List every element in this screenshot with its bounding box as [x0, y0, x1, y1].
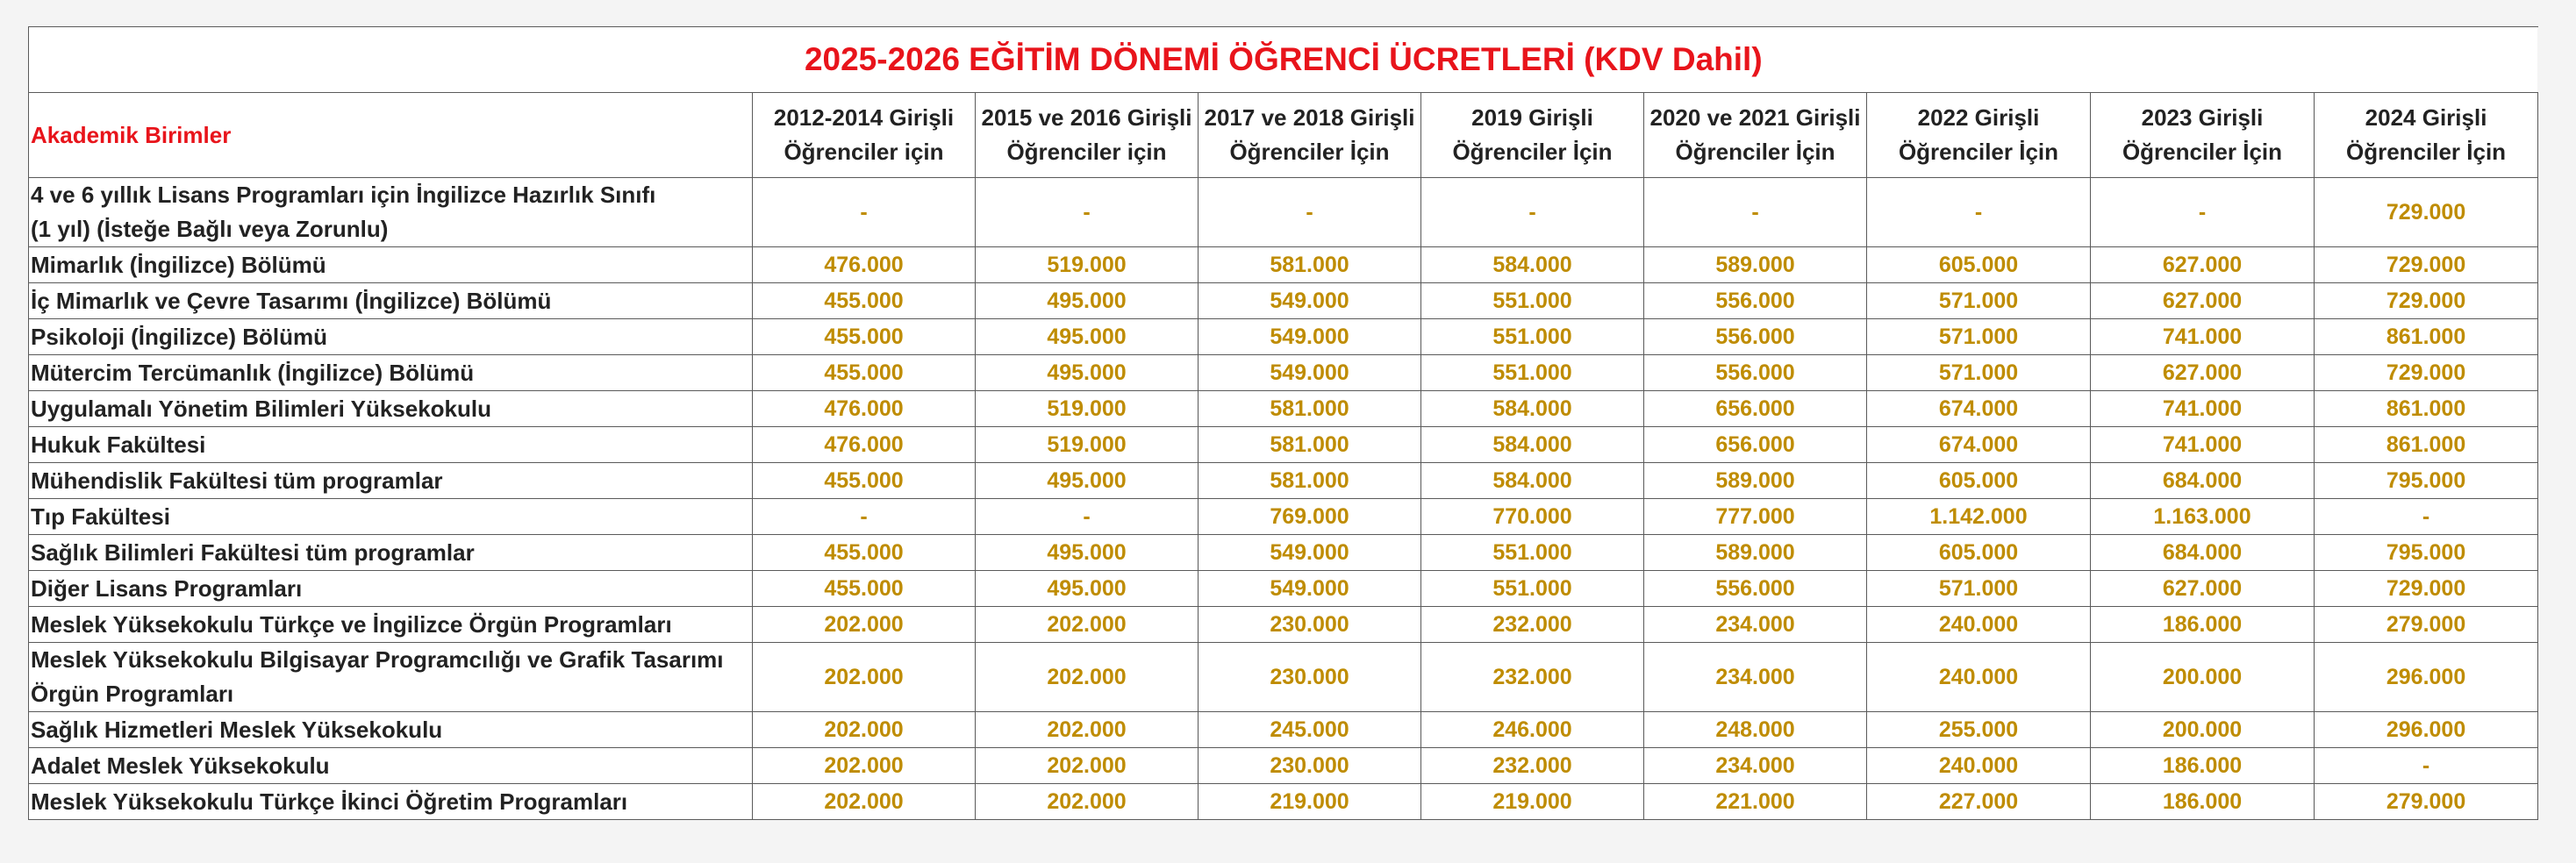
fee-value: 219.000: [1199, 784, 1421, 820]
fee-value: 476.000: [753, 391, 976, 427]
fee-value: 455.000: [753, 571, 976, 607]
academic-unit-cell: [29, 427, 753, 463]
fee-value: 202.000: [753, 748, 976, 784]
fee-value: -: [753, 499, 976, 535]
academic-unit-name: Psikoloji (İngilizce) Bölümü: [31, 323, 328, 350]
academic-unit-name: Diğer Lisans Programları: [31, 574, 303, 602]
fee-value: 584.000: [1421, 391, 1644, 427]
table-row: [29, 784, 2538, 820]
fee-value: 581.000: [1199, 247, 1421, 283]
fee-value: 232.000: [1421, 748, 1644, 784]
academic-unit-cell: [29, 535, 753, 571]
fee-value: -: [976, 499, 1199, 535]
fee-value: 556.000: [1644, 571, 1867, 607]
fee-value: 202.000: [976, 784, 1199, 820]
fee-value: 476.000: [753, 247, 976, 283]
fee-value: 202.000: [753, 784, 976, 820]
column-header-line1: 2023 Girişli: [2141, 104, 2264, 131]
column-header-line2: Öğrenciler İçin: [1229, 139, 1390, 165]
fee-value: 455.000: [753, 535, 976, 571]
fee-value: 729.000: [2315, 247, 2538, 283]
academic-unit-name: İç Mimarlık ve Çevre Tasarımı (İngilizce) Bölümü: [31, 287, 552, 314]
fee-value: 495.000: [976, 571, 1199, 607]
fee-value: 519.000: [976, 247, 1199, 283]
fee-value: 202.000: [976, 748, 1199, 784]
column-header-line2: Öğrenciler İçin: [1675, 139, 1835, 165]
fee-value: 571.000: [1867, 283, 2091, 319]
fee-value: 729.000: [2315, 178, 2538, 247]
fee-value: 246.000: [1421, 712, 1644, 748]
fee-value: 227.000: [1867, 784, 2091, 820]
column-header-line1: 2019 Girişli: [1471, 104, 1593, 131]
column-header-line2: Öğrenciler İçin: [2122, 139, 2283, 165]
header-row: [29, 93, 2538, 178]
fee-value: 219.000: [1421, 784, 1644, 820]
column-header-line1: 2024 Girişli: [2365, 104, 2487, 131]
fee-value: 248.000: [1644, 712, 1867, 748]
fee-value: -: [1421, 178, 1644, 247]
fee-value: 656.000: [1644, 427, 1867, 463]
fee-value: 605.000: [1867, 535, 2091, 571]
fee-value: 549.000: [1199, 283, 1421, 319]
fee-value: 861.000: [2315, 391, 2538, 427]
fee-value: 255.000: [1867, 712, 2091, 748]
fee-value: 476.000: [753, 427, 976, 463]
fee-value: 777.000: [1644, 499, 1867, 535]
fee-value: 230.000: [1199, 643, 1421, 712]
fee-value: 240.000: [1867, 748, 2091, 784]
fee-value: 549.000: [1199, 571, 1421, 607]
fee-value: 279.000: [2315, 607, 2538, 643]
academic-unit-name: Meslek Yüksekokulu Türkçe İkinci Öğretim Programları: [31, 788, 628, 815]
fee-value: 230.000: [1199, 748, 1421, 784]
fee-value: 551.000: [1421, 355, 1644, 391]
fee-value: 202.000: [976, 643, 1199, 712]
fee-value: 240.000: [1867, 607, 2091, 643]
fee-value: 684.000: [2091, 463, 2315, 499]
fee-value: 770.000: [1421, 499, 1644, 535]
academic-unit-cell: [29, 499, 753, 535]
academic-unit-cell: [29, 391, 753, 427]
fee-value: 551.000: [1421, 535, 1644, 571]
academic-unit-name: Hukuk Fakültesi: [31, 431, 206, 458]
table-row: [29, 748, 2538, 784]
fee-value: 571.000: [1867, 319, 2091, 355]
fee-value: 186.000: [2091, 784, 2315, 820]
fee-value: 202.000: [753, 712, 976, 748]
fee-value: 1.163.000: [2091, 499, 2315, 535]
fee-value: 571.000: [1867, 571, 2091, 607]
table-title: 2025-2026 EĞİTİM DÖNEMİ ÖĞRENCİ ÜCRETLERİ (KDV Dahil): [29, 27, 2538, 93]
fee-value: 495.000: [976, 463, 1199, 499]
fee-value: -: [1199, 178, 1421, 247]
academic-unit-name: Tıp Fakültesi: [31, 503, 170, 530]
fee-value: 519.000: [976, 391, 1199, 427]
fee-value: 495.000: [976, 319, 1199, 355]
fee-value: 186.000: [2091, 748, 2315, 784]
fee-value: 584.000: [1421, 463, 1644, 499]
table-row: [29, 571, 2538, 607]
academic-unit-cell: [29, 283, 753, 319]
fee-value: 589.000: [1644, 535, 1867, 571]
fee-value: 795.000: [2315, 463, 2538, 499]
fee-value: 234.000: [1644, 607, 1867, 643]
fee-value: 769.000: [1199, 499, 1421, 535]
fee-value: 795.000: [2315, 535, 2538, 571]
fee-value: 234.000: [1644, 643, 1867, 712]
table-row: [29, 355, 2538, 391]
fee-value: -: [2091, 178, 2315, 247]
fee-value: 234.000: [1644, 748, 1867, 784]
academic-unit-name: Mimarlık (İngilizce) Bölümü: [31, 251, 326, 278]
table-row: [29, 391, 2538, 427]
fee-value: 729.000: [2315, 571, 2538, 607]
table-row: [29, 643, 2538, 712]
fee-value: 556.000: [1644, 355, 1867, 391]
fee-value: 202.000: [753, 607, 976, 643]
fee-value: -: [753, 178, 976, 247]
fee-value: 551.000: [1421, 283, 1644, 319]
table-row: [29, 247, 2538, 283]
fee-value: 455.000: [753, 463, 976, 499]
academic-unit-cell: [29, 463, 753, 499]
fee-value: 455.000: [753, 319, 976, 355]
column-header: [976, 93, 1199, 178]
fee-table: [28, 26, 2538, 820]
table-row: [29, 535, 2538, 571]
fee-value: 495.000: [976, 283, 1199, 319]
column-header: [2315, 93, 2538, 178]
fee-value: 519.000: [976, 427, 1199, 463]
fee-value: 861.000: [2315, 427, 2538, 463]
fee-value: 230.000: [1199, 607, 1421, 643]
header-academic-units: Akademik Birimler: [29, 93, 753, 178]
fee-value: 549.000: [1199, 319, 1421, 355]
fee-value: 549.000: [1199, 355, 1421, 391]
table-row: [29, 463, 2538, 499]
fee-value: 495.000: [976, 535, 1199, 571]
fee-value: 581.000: [1199, 463, 1421, 499]
academic-unit-name: 4 ve 6 yıllık Lisans Programları için İngilizce Hazırlık Sınıfı: [31, 182, 656, 208]
column-header-line2: Öğrenciler için: [1006, 139, 1167, 165]
column-header-line1: 2012-2014 Girişli: [773, 104, 955, 131]
fee-value: 581.000: [1199, 427, 1421, 463]
fee-value: 584.000: [1421, 247, 1644, 283]
fee-value: 495.000: [976, 355, 1199, 391]
fee-value: 549.000: [1199, 535, 1421, 571]
fee-value: -: [976, 178, 1199, 247]
fee-value: 627.000: [2091, 283, 2315, 319]
table-row: [29, 427, 2538, 463]
fee-value: 729.000: [2315, 283, 2538, 319]
fee-value: -: [2315, 499, 2538, 535]
fee-value: 627.000: [2091, 571, 2315, 607]
academic-unit-cell: [29, 784, 753, 820]
column-header: [753, 93, 976, 178]
table-body: [29, 178, 2538, 820]
fee-value: 674.000: [1867, 427, 2091, 463]
academic-unit-cell: [29, 571, 753, 607]
table-row: [29, 283, 2538, 319]
academic-unit-name-cont: (1 yıl) (İsteğe Bağlı veya Zorunlu): [31, 216, 389, 242]
fee-value: 455.000: [753, 283, 976, 319]
fee-value: 245.000: [1199, 712, 1421, 748]
academic-unit-cell: [29, 247, 753, 283]
column-header: [1867, 93, 2091, 178]
fee-value: -: [2315, 748, 2538, 784]
fee-value: 861.000: [2315, 319, 2538, 355]
fee-value: 279.000: [2315, 784, 2538, 820]
academic-unit-name: Uygulamalı Yönetim Bilimleri Yüksekokulu: [31, 395, 491, 422]
fee-value: 202.000: [976, 607, 1199, 643]
table-row: [29, 178, 2538, 247]
fee-value: 221.000: [1644, 784, 1867, 820]
column-header-line2: Öğrenciler için: [784, 139, 944, 165]
fee-value: 296.000: [2315, 712, 2538, 748]
fee-value: 202.000: [976, 712, 1199, 748]
table-row: [29, 319, 2538, 355]
column-header-line1: 2020 ve 2021 Girişli: [1649, 104, 1861, 131]
fee-value: 584.000: [1421, 427, 1644, 463]
column-header-line2: Öğrenciler İçin: [1898, 139, 2059, 165]
fee-value: 589.000: [1644, 463, 1867, 499]
fee-value: 684.000: [2091, 535, 2315, 571]
academic-unit-name: Sağlık Hizmetleri Meslek Yüksekokulu: [31, 716, 443, 743]
column-header: [1199, 93, 1421, 178]
fee-value: 571.000: [1867, 355, 2091, 391]
column-header: [1644, 93, 1867, 178]
fee-value: 729.000: [2315, 355, 2538, 391]
academic-unit-name: Meslek Yüksekokulu Türkçe ve İngilizce Örgün Programları: [31, 610, 672, 638]
fee-value: 296.000: [2315, 643, 2538, 712]
column-header-line2: Öğrenciler İçin: [1452, 139, 1613, 165]
fee-value: -: [1867, 178, 2091, 247]
column-header-line1: 2015 ve 2016 Girişli: [981, 104, 1192, 131]
academic-unit-cell: [29, 607, 753, 643]
fee-value: 556.000: [1644, 283, 1867, 319]
table-row: [29, 499, 2538, 535]
fee-value: 656.000: [1644, 391, 1867, 427]
academic-unit-name: Adalet Meslek Yüksekokulu: [31, 752, 330, 779]
fee-value: 186.000: [2091, 607, 2315, 643]
fee-value: 605.000: [1867, 463, 2091, 499]
fee-value: 232.000: [1421, 607, 1644, 643]
table-row: [29, 712, 2538, 748]
fee-value: -: [1644, 178, 1867, 247]
fee-value: 741.000: [2091, 427, 2315, 463]
fee-value: 551.000: [1421, 319, 1644, 355]
table-row: [29, 607, 2538, 643]
fee-value: 455.000: [753, 355, 976, 391]
academic-unit-name: Sağlık Bilimleri Fakültesi tüm programlar: [31, 538, 475, 566]
column-header-line1: 2017 ve 2018 Girişli: [1204, 104, 1415, 131]
academic-unit-cell: [29, 643, 753, 712]
fee-value: 1.142.000: [1867, 499, 2091, 535]
column-header: [1421, 93, 1644, 178]
fee-value: 581.000: [1199, 391, 1421, 427]
fee-value: 741.000: [2091, 319, 2315, 355]
academic-unit-name: Mütercim Tercümanlık (İngilizce) Bölümü: [31, 359, 475, 386]
column-header: [2091, 93, 2315, 178]
academic-unit-cell: [29, 748, 753, 784]
fee-value: 551.000: [1421, 571, 1644, 607]
fee-value: 741.000: [2091, 391, 2315, 427]
academic-unit-cell: [29, 712, 753, 748]
academic-unit-cell: [29, 355, 753, 391]
fee-value: 200.000: [2091, 643, 2315, 712]
fee-value: 605.000: [1867, 247, 2091, 283]
academic-unit-cell: [29, 319, 753, 355]
fee-value: 200.000: [2091, 712, 2315, 748]
fee-value: 589.000: [1644, 247, 1867, 283]
title-row: [29, 27, 2538, 93]
fee-value: 627.000: [2091, 355, 2315, 391]
column-header-line1: 2022 Girişli: [1917, 104, 2040, 131]
fee-value: 627.000: [2091, 247, 2315, 283]
academic-unit-cell: [29, 178, 753, 247]
fee-value: 240.000: [1867, 643, 2091, 712]
fee-value: 202.000: [753, 643, 976, 712]
fee-value: 674.000: [1867, 391, 2091, 427]
academic-unit-name: Mühendislik Fakültesi tüm programlar: [31, 467, 443, 494]
fee-value: 556.000: [1644, 319, 1867, 355]
academic-unit-name-cont: Örgün Programları: [31, 681, 234, 707]
fee-value: 232.000: [1421, 643, 1644, 712]
academic-unit-name: Meslek Yüksekokulu Bilgisayar Programcılığı ve Grafik Tasarımı: [31, 646, 724, 673]
fee-table-container: [28, 26, 2537, 820]
column-header-line2: Öğrenciler İçin: [2346, 139, 2507, 165]
